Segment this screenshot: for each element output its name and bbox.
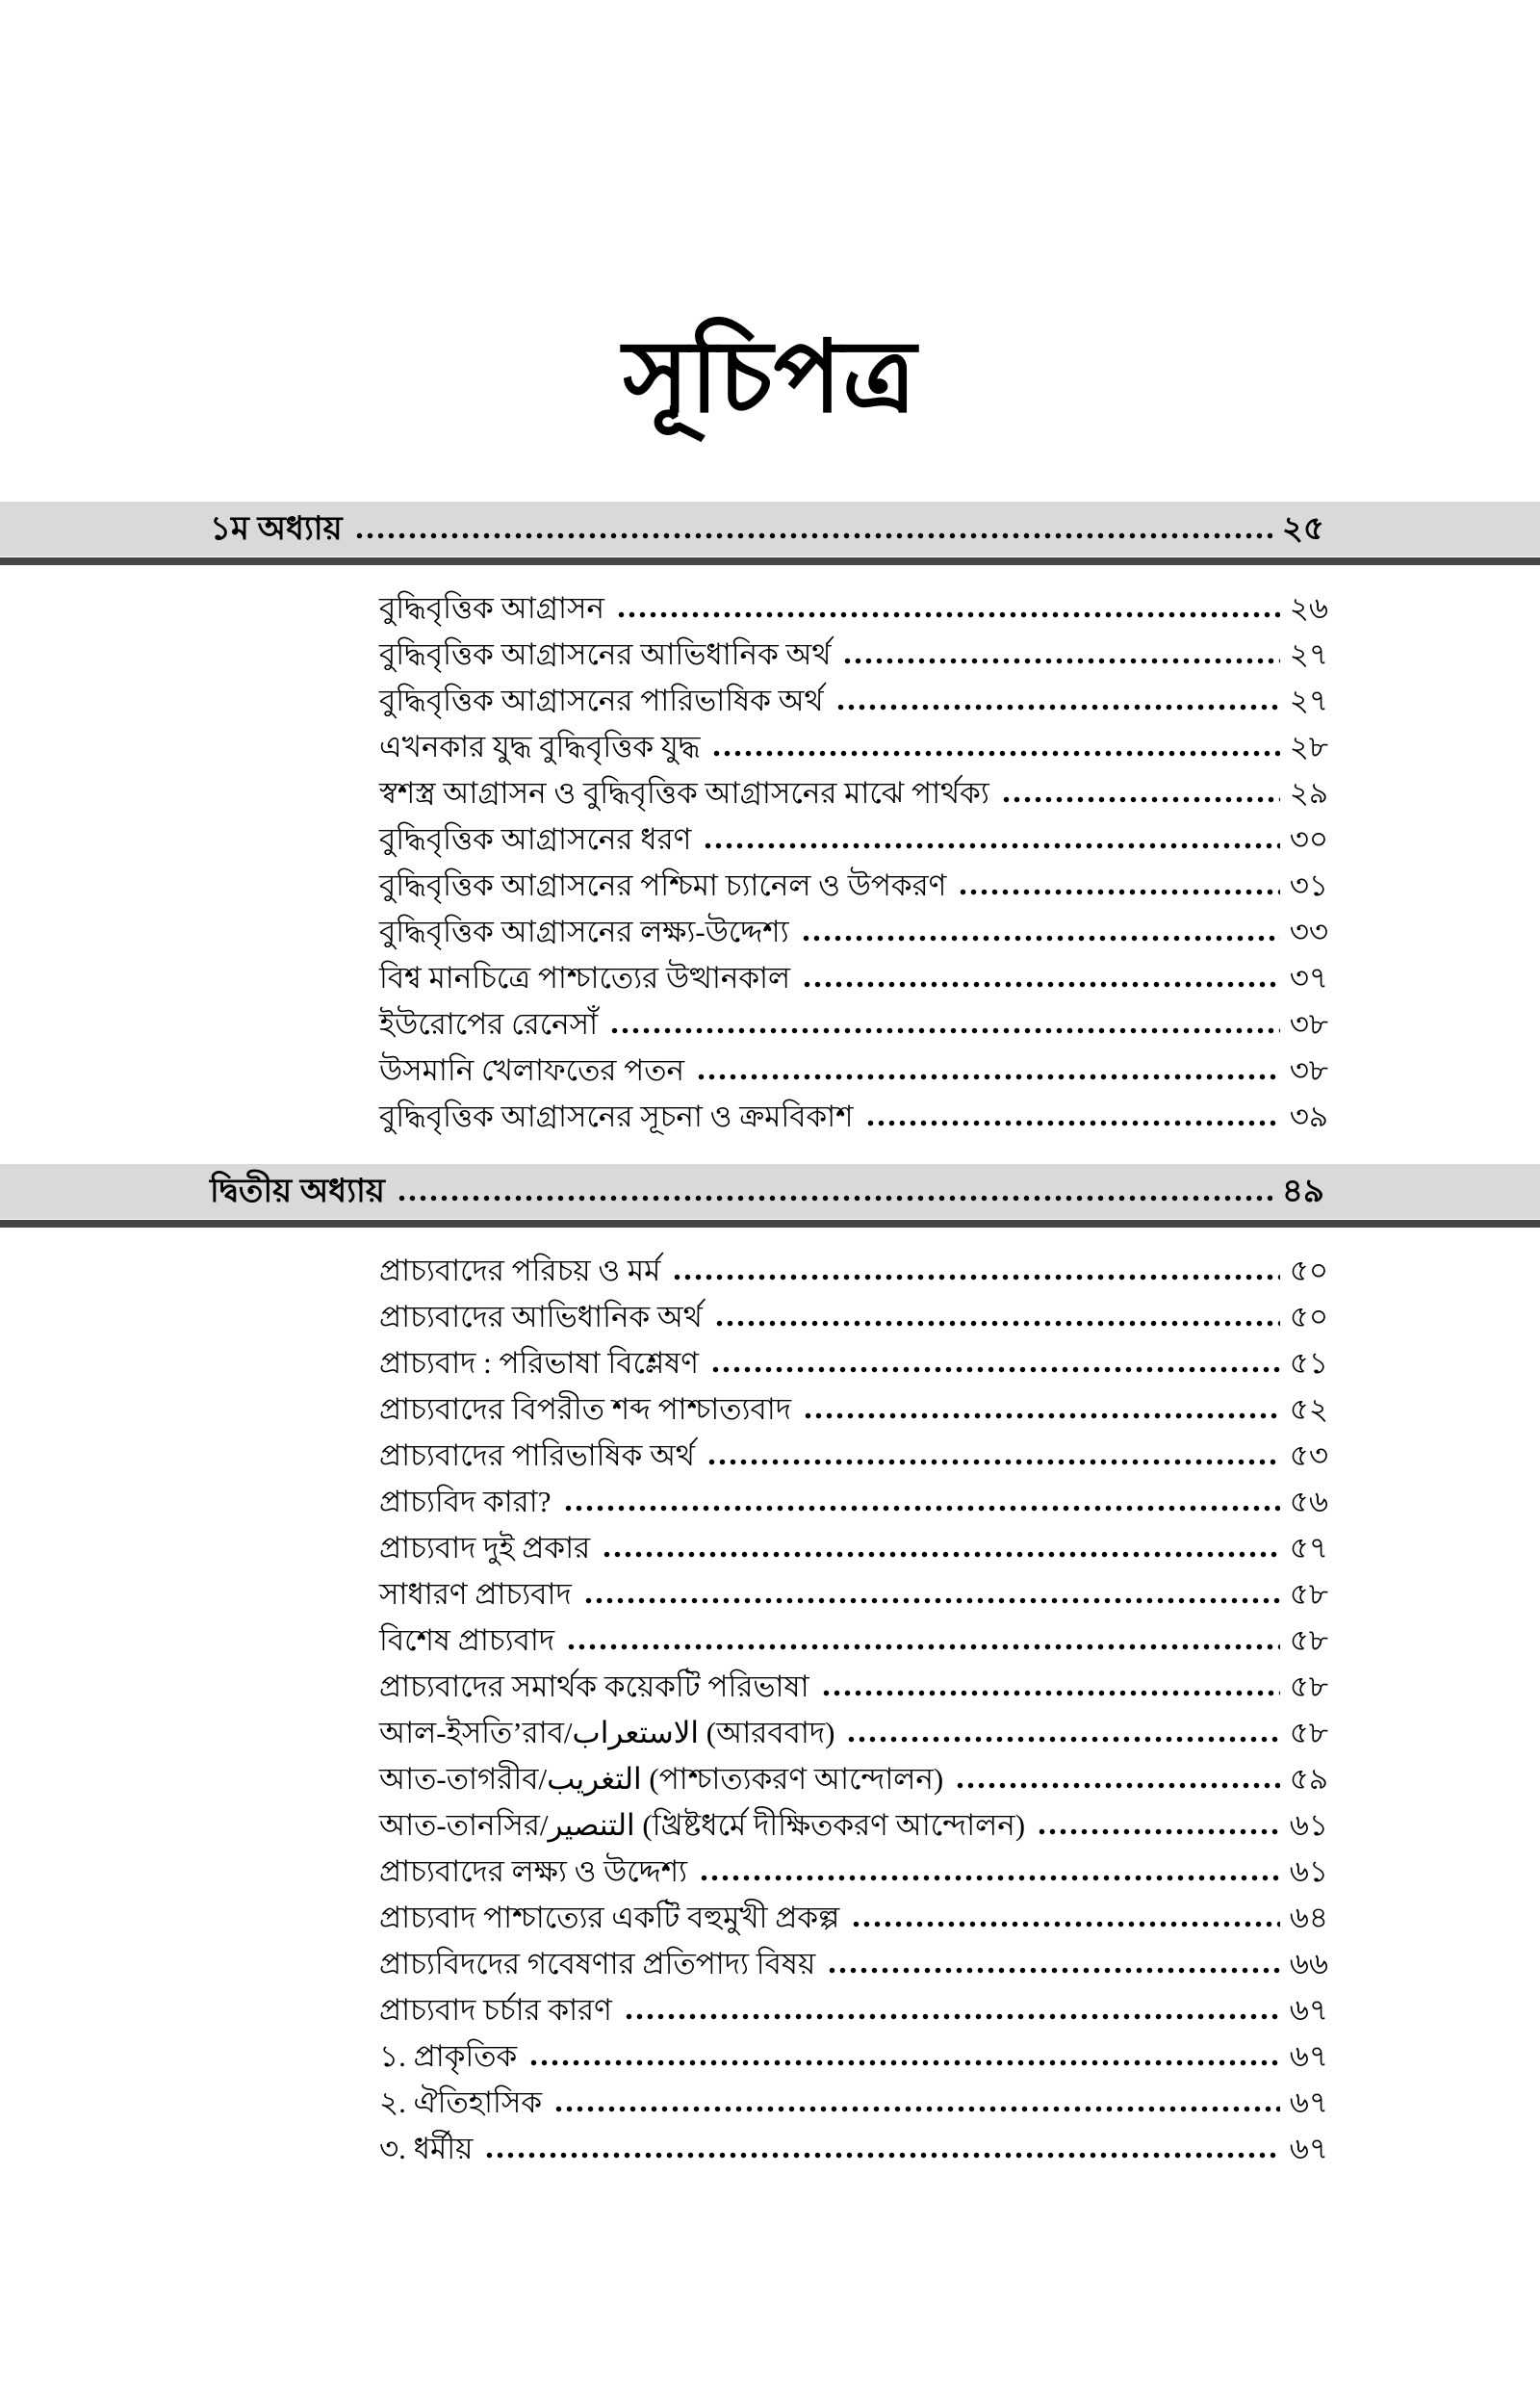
chapter-page-number: ২৫ — [1281, 511, 1324, 547]
toc-entry — [379, 678, 1328, 724]
chapter-items — [379, 1248, 1328, 2172]
toc-entry-page-number: ৩১ — [1289, 868, 1328, 902]
chapter-items — [379, 585, 1328, 1140]
chapter-header — [0, 1164, 1540, 1219]
toc-entry-page-number: ৬৬ — [1289, 1947, 1328, 1980]
chapter-header — [0, 502, 1540, 556]
toc-entry-label: প্রাচ্যবাদের আভিধানিক অর্থ — [379, 1300, 703, 1333]
dotted-leader — [563, 1505, 1280, 1512]
dotted-leader — [1037, 1828, 1280, 1835]
toc-entry-page-number: ৫৮ — [1289, 1716, 1328, 1749]
toc-entry-page-number: ২৯ — [1289, 776, 1328, 810]
chapter-section — [0, 502, 1540, 1140]
page-title: সূচিপত্র — [623, 322, 917, 433]
toc-entry — [379, 1941, 1328, 1987]
toc-entry-label: বুদ্ধিবৃত্তিক আগ্রাসনের আভিধানিক অর্থ — [379, 637, 832, 671]
toc-entry — [379, 1710, 1328, 1756]
toc-entry-label: প্রাচ্যবাদ : পরিভাষা বিশ্লেষণ — [379, 1346, 700, 1380]
toc-entry-label: উসমানি খেলাফতের পতন — [379, 1053, 684, 1087]
dotted-leader — [602, 1551, 1280, 1558]
toc-entry-label: ইউরোপের রেনেসাঁ — [379, 1007, 599, 1041]
dotted-leader — [699, 1875, 1280, 1881]
dotted-leader — [842, 658, 1279, 664]
toc-entry — [379, 955, 1328, 1001]
toc-entry-page-number: ৬১ — [1289, 1854, 1328, 1888]
chapter-label: দ্বিতীয় অধ্যায় — [210, 1174, 385, 1209]
dotted-leader — [583, 1597, 1280, 1604]
toc-entry-page-number: ৩৭ — [1289, 961, 1328, 995]
toc-entry-page-number: ২৮ — [1289, 730, 1328, 763]
toc-entry-label: বুদ্ধিবৃত্তিক আগ্রাসনের পশ্চিমা চ্যানেল ও উপকরণ — [379, 868, 947, 902]
toc-entry-page-number: ৫২ — [1289, 1392, 1328, 1426]
dotted-leader — [710, 1366, 1280, 1373]
toc-entry — [379, 1340, 1328, 1386]
toc-entry-page-number: ৩৯ — [1289, 1100, 1328, 1133]
dotted-leader — [827, 1967, 1279, 1974]
toc-entry-label: প্রাচ্যবিদদের গবেষণার প্রতিপাদ্য বিষয় — [379, 1947, 816, 1980]
toc-entry-page-number: ২৬ — [1289, 591, 1328, 625]
dotted-leader — [484, 2152, 1279, 2159]
toc-entry — [379, 1802, 1328, 1849]
toc-entry-page-number: ৫৯ — [1289, 1762, 1328, 1796]
toc-entry — [379, 2033, 1328, 2080]
toc-entry-label: ১. প্রাকৃতিক — [379, 2039, 518, 2073]
toc-entry — [379, 1525, 1328, 1571]
toc-entry — [379, 1048, 1328, 1094]
toc-entry-label: আত-তানসির/التنصير (খ্রিষ্টধর্মে দীক্ষিতকরণ আন্দোলন) — [379, 1808, 1026, 1842]
toc-entry — [379, 1571, 1328, 1618]
toc-entry — [379, 1895, 1328, 1941]
toc-entry-page-number: ৫০ — [1289, 1300, 1328, 1333]
toc-entry-page-number: ৬৭ — [1289, 2132, 1328, 2165]
toc-entry-label: প্রাচ্যবাদ দুই প্রকার — [379, 1531, 591, 1565]
toc-entry-label: বুদ্ধিবৃত্তিক আগ্রাসনের লক্ষ্য-উদ্দেশ্য — [379, 915, 789, 948]
dotted-leader — [802, 981, 1280, 988]
toc-entry — [379, 1987, 1328, 2033]
toc-entry — [379, 585, 1328, 632]
dotted-leader — [354, 532, 1272, 539]
dotted-leader — [821, 1690, 1280, 1696]
toc-entry-label: প্রাচ্যবাদের লক্ষ্য ও উদ্দেশ্য — [379, 1854, 688, 1888]
dotted-leader — [851, 1921, 1279, 1928]
toc-entry — [379, 909, 1328, 955]
dotted-leader — [803, 1412, 1280, 1419]
toc-entry-label: বিশেষ প্রাচ্যবাদ — [379, 1623, 555, 1657]
dotted-leader — [706, 1459, 1280, 1465]
toc-entry-page-number: ৩৮ — [1289, 1007, 1328, 1041]
toc-entry-label: প্রাচ্যবাদ চর্চার কারণ — [379, 1993, 612, 2027]
toc-entry — [379, 1849, 1328, 1895]
toc-entry-label: স্বশস্ত্র আগ্রাসন ও বুদ্ধিবৃত্তিক আগ্রাসনের মাঝে পার্থক্য — [379, 776, 989, 810]
toc-entry — [379, 863, 1328, 909]
dotted-leader — [397, 1195, 1272, 1202]
chapter-label: ১ম অধ্যায় — [210, 511, 343, 547]
dotted-leader — [566, 1643, 1280, 1650]
dotted-leader — [616, 611, 1280, 618]
toc-entry-page-number: ৫৮ — [1289, 1623, 1328, 1657]
toc-entry-label: প্রাচ্যবাদের পরিচয় ও মর্ম — [379, 1254, 661, 1287]
toc-entry — [379, 816, 1328, 863]
toc-entry-label: বুদ্ধিবৃত্তিক আগ্রাসনের সূচনা ও ক্রমবিকাশ — [379, 1100, 854, 1133]
dotted-leader — [624, 2013, 1280, 2020]
toc-entry — [379, 1479, 1328, 1525]
toc-entry-label: প্রাচ্যবাদ পাশ্চাত্যের একটি বহুমুখী প্রকল্প — [379, 1901, 840, 1934]
toc-entry-label: এখনকার যুদ্ধ বুদ্ধিবৃত্তিক যুদ্ধ — [379, 730, 701, 763]
table-of-contents — [0, 502, 1540, 2172]
toc-entry-label: বুদ্ধিবৃত্তিক আগ্রাসনের পারিভাষিক অর্থ — [379, 684, 824, 717]
toc-entry — [379, 1294, 1328, 1340]
toc-entry-label: প্রাচ্যবিদ কারা? — [379, 1485, 552, 1518]
toc-entry-label: বুদ্ধিবৃত্তিক আগ্রাসন — [379, 591, 604, 625]
toc-entry-label: বিশ্ব মানচিত্রে পাশ্চাত্যের উত্থানকাল — [379, 961, 791, 995]
toc-entry-page-number: ৫০ — [1289, 1254, 1328, 1287]
toc-entry-page-number: ৬১ — [1289, 1808, 1328, 1842]
chapter-page-number: ৪৯ — [1281, 1174, 1324, 1209]
toc-entry-page-number: ৬৭ — [1289, 2039, 1328, 2073]
toc-entry — [379, 1433, 1328, 1479]
toc-entry-page-number: ৫১ — [1289, 1346, 1328, 1380]
toc-entry-page-number: ৫৭ — [1289, 1531, 1328, 1565]
dotted-leader — [1001, 796, 1280, 803]
dotted-leader — [711, 750, 1279, 757]
dotted-leader — [835, 704, 1280, 711]
toc-entry-label: ৩. ধর্মীয় — [379, 2132, 474, 2165]
toc-entry-label: প্রাচ্যবাদের পারিভাষিক অর্থ — [379, 1438, 695, 1472]
toc-entry — [379, 770, 1328, 816]
toc-entry — [379, 632, 1328, 678]
dotted-leader — [528, 2059, 1279, 2066]
toc-entry — [379, 1001, 1328, 1048]
toc-entry — [379, 724, 1328, 770]
toc-entry-page-number: ২৭ — [1289, 637, 1328, 671]
chapter-divider — [0, 1220, 1540, 1228]
toc-entry-label: বুদ্ধিবৃত্তিক আগ্রাসনের ধরণ — [379, 822, 692, 856]
dotted-leader — [958, 889, 1279, 895]
toc-entry-page-number: ২৭ — [1289, 684, 1328, 717]
dotted-leader — [609, 1027, 1280, 1034]
toc-entry-label: প্রাচ্যবাদের বিপরীত শব্দ পাশ্চাত্যবাদ — [379, 1392, 791, 1426]
toc-entry-page-number: ৫৬ — [1289, 1485, 1328, 1518]
dotted-leader — [955, 1782, 1280, 1789]
toc-entry-page-number: ৬৭ — [1289, 2085, 1328, 2119]
dotted-leader — [714, 1320, 1280, 1327]
toc-entry — [379, 2080, 1328, 2126]
toc-entry-label: ২. ঐতিহাসিক — [379, 2085, 543, 2119]
dotted-leader — [553, 2106, 1280, 2112]
dotted-leader — [865, 1120, 1280, 1126]
dotted-leader — [672, 1274, 1279, 1281]
toc-entry — [379, 1386, 1328, 1433]
toc-entry-page-number: ৬৭ — [1289, 1993, 1328, 2027]
dotted-leader — [801, 935, 1280, 942]
toc-entry — [379, 1756, 1328, 1802]
toc-entry — [379, 1664, 1328, 1710]
dotted-leader — [703, 842, 1279, 849]
toc-entry-page-number: ৫৮ — [1289, 1669, 1328, 1703]
toc-entry — [379, 1094, 1328, 1140]
toc-entry-page-number: ৫৮ — [1289, 1577, 1328, 1611]
toc-entry-page-number: ৩৩ — [1289, 915, 1328, 948]
chapter-divider — [0, 557, 1540, 565]
toc-entry — [379, 2126, 1328, 2172]
toc-entry — [379, 1248, 1328, 1294]
toc-entry-label: আত-তাগরীব/التغريب (পাশ্চাত্যকরণ আন্দোলন) — [379, 1762, 944, 1796]
dotted-leader — [696, 1074, 1280, 1080]
toc-entry-page-number: ৩৮ — [1289, 1053, 1328, 1087]
toc-entry-label: প্রাচ্যবাদের সমার্থক কয়েকটি পরিভাষা — [379, 1669, 809, 1703]
dotted-leader — [846, 1736, 1279, 1743]
toc-entry-page-number: ৬৪ — [1289, 1901, 1328, 1934]
toc-entry-page-number: ৩০ — [1289, 822, 1328, 856]
toc-entry — [379, 1618, 1328, 1664]
toc-entry-label: আল-ইসতি’রাব/الاستعراب (আরববাদ) — [379, 1716, 835, 1749]
toc-entry-label: সাধারণ প্রাচ্যবাদ — [379, 1577, 572, 1611]
chapter-section — [0, 1164, 1540, 2172]
toc-entry-page-number: ৫৩ — [1289, 1438, 1328, 1472]
